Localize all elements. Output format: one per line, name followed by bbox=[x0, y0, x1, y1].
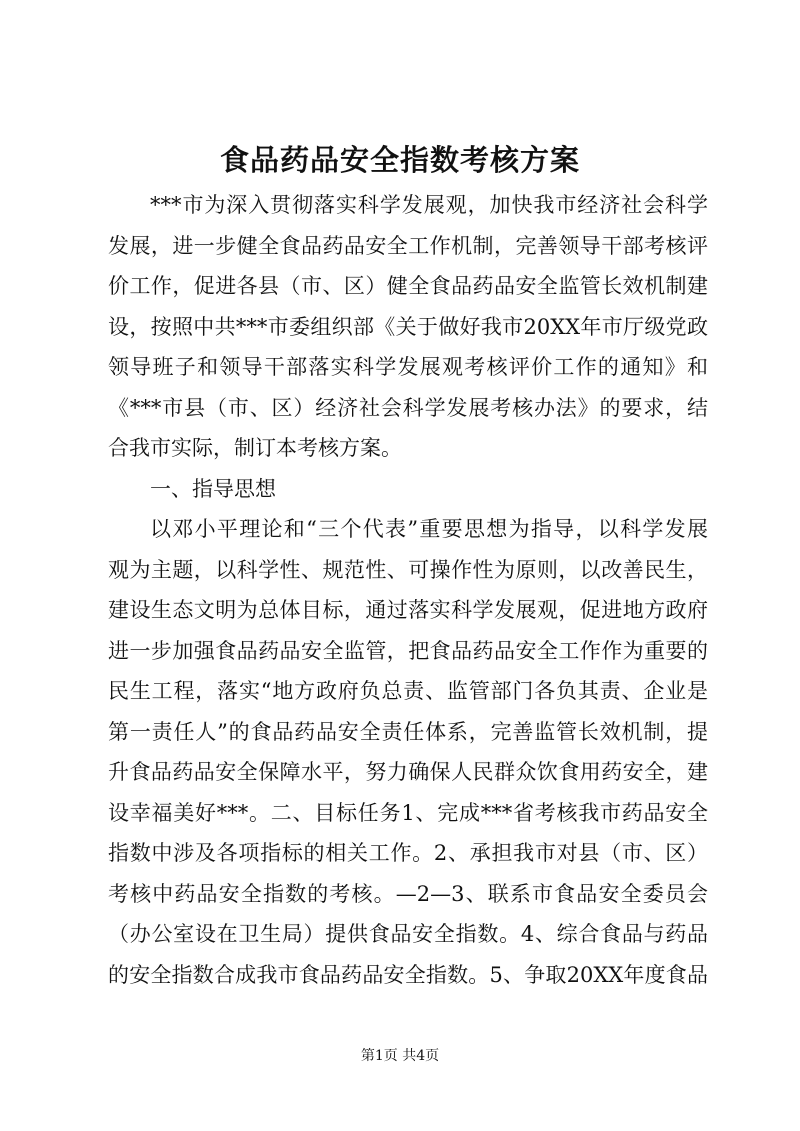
body-line: 指数中涉及各项指标的相关工作。2、承担我市对县（市、区） bbox=[108, 841, 708, 865]
body-line: 的安全指数合成我市食品药品安全指数。5、争取20XX年度食品 bbox=[108, 963, 708, 987]
section-heading: 一、指导思想 bbox=[150, 477, 276, 501]
body-line: 观为主题，以科学性、规范性、可操作性为原则，以改善民生， bbox=[108, 558, 708, 582]
page-number-footer: 第1页 共4页 bbox=[360, 1048, 440, 1064]
body-line: 设幸福美好***。二、目标任务1、完成***省考核我市药品安全 bbox=[108, 801, 708, 825]
body-line: 第一责任人”的食品药品安全责任体系，完善监管长效机制，提 bbox=[108, 720, 708, 744]
body-line: 价工作，促进各县（市、区）健全食品药品安全监管长效机制建 bbox=[108, 274, 708, 298]
body-line: 建设生态文明为总体目标，通过落实科学发展观，促进地方政府 bbox=[108, 598, 708, 622]
body-line: 以邓小平理论和“三个代表”重要思想为指导，以科学发展 bbox=[150, 517, 708, 541]
body-line: （办公室设在卫生局）提供食品安全指数。4、综合食品与药品 bbox=[108, 922, 708, 946]
body-line: 《***市县（市、区）经济社会科学发展考核办法》的要求，结 bbox=[108, 396, 708, 420]
body-line: 发展，进一步健全食品药品安全工作机制，完善领导干部考核评 bbox=[108, 234, 708, 258]
body-line: 领导班子和领导干部落实科学发展观考核评价工作的通知》和 bbox=[108, 355, 708, 379]
body-line: 民生工程，落实“地方政府负总责、监管部门各负其责、企业是 bbox=[108, 679, 708, 703]
body-line: 考核中药品安全指数的考核。—2—3、联系市食品安全委员会 bbox=[108, 882, 708, 906]
body-line: 进一步加强食品药品安全监管，把食品药品安全工作作为重要的 bbox=[108, 639, 708, 663]
body-line: ***市为深入贯彻落实科学发展观，加快我市经济社会科学 bbox=[150, 193, 708, 217]
body-line: 合我市实际，制订本考核方案。 bbox=[108, 436, 402, 460]
document-title: 食品药品安全指数考核方案 bbox=[219, 143, 580, 177]
body-line: 升食品药品安全保障水平，努力确保人民群众饮食用药安全，建 bbox=[108, 760, 708, 784]
body-line: 设，按照中共***市委组织部《关于做好我市20XX年市厅级党政 bbox=[108, 315, 708, 339]
